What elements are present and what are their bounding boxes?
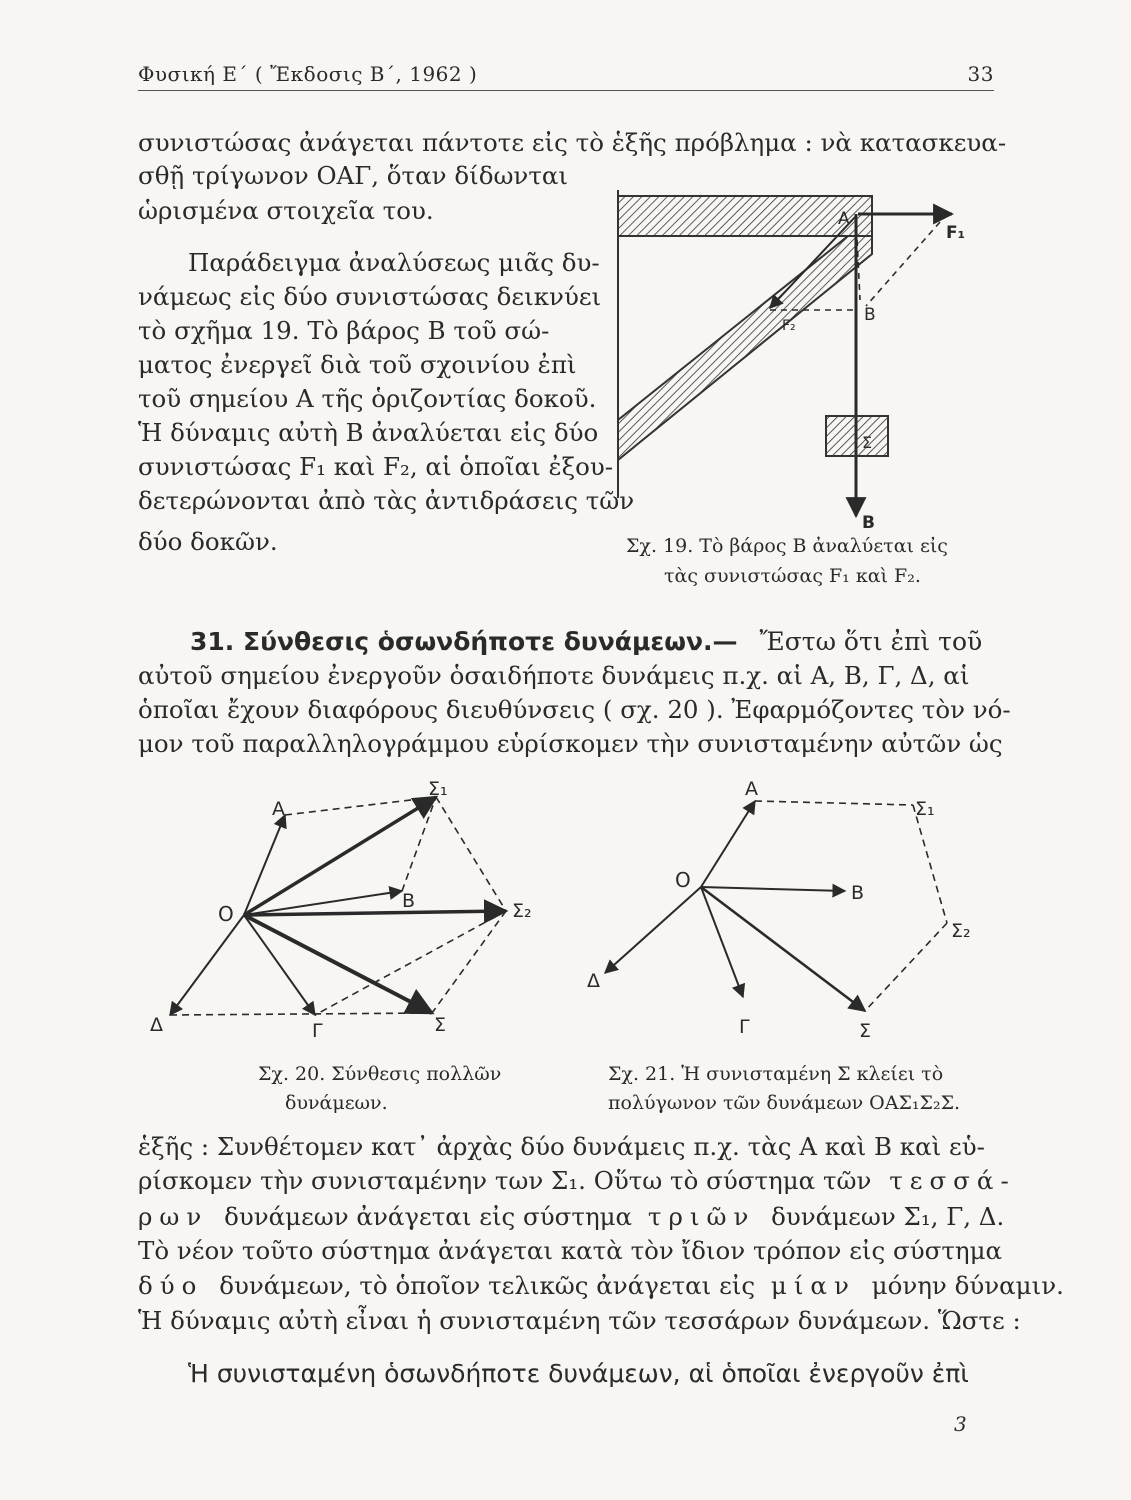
force-a-arrow xyxy=(244,815,285,915)
label-f1: F₁ xyxy=(946,223,966,243)
section-31-line3: ὁποῖαι ἔχουν διαφόρους διευθύνσεις ( σχ. 20 ). Ἐφαρμόζοντες τὸν νό- xyxy=(138,695,1011,724)
label-g: Γ xyxy=(312,1020,323,1042)
label-o: O xyxy=(675,868,691,892)
signature-mark: 3 xyxy=(954,1412,967,1436)
resultant-s2-arrow xyxy=(244,911,506,915)
paragraph2-line: συνιστώσας F₁ καὶ F₂, αἱ ὁποῖαι ἐξου- xyxy=(138,452,614,481)
paragraph1-line2: σθῇ τρίγωνον ΟΑΓ, ὅταν δίδωνται xyxy=(138,161,569,190)
figure-20-caption-line1: Σχ. 20. Σύνθεσις πολλῶν xyxy=(258,1063,502,1085)
section-31-line1-rest: Ἔστω ὅτι ἐπὶ τοῦ xyxy=(759,627,983,656)
paragraph3-line3-spaced-b: τριῶν xyxy=(647,1202,756,1231)
paragraph3-line5 xyxy=(138,1271,1064,1300)
section-31-line2: αὐτοῦ σημείου ἐνεργοῦν ὁσαιδήποτε δυνάμεις π.χ. αἱ Α, Β, Γ, Δ, αἱ xyxy=(138,661,970,690)
label-a: A xyxy=(272,798,285,820)
paragraph2-line: δετερώνονται ἀπὸ τὰς ἀντιδράσεις τῶν xyxy=(138,486,635,515)
force-g-arrow xyxy=(244,915,315,1015)
resultant-s-arrow xyxy=(244,915,432,1013)
label-s2: Σ₂ xyxy=(951,920,971,942)
figure-20-diagram xyxy=(140,775,560,1055)
label-f2: F₂ xyxy=(782,318,796,334)
paragraph3-line2-spaced: τεσσά- xyxy=(889,1166,1016,1195)
section-31-heading: 31. Σύνθεσις ὁσωνδήποτε δυνάμεων.— xyxy=(190,627,738,656)
force-d-arrow xyxy=(605,887,701,973)
paragraph3-line3 xyxy=(138,1202,1005,1231)
polygon-dashed-lines xyxy=(755,801,947,1011)
section-31-line4: μον τοῦ παραλληλογράμμου εὑρίσκομεν τὴν συνισταμένην αὐτῶν ὡς xyxy=(138,729,1003,758)
label-s1: Σ₁ xyxy=(428,778,448,800)
paragraph3-line5-mid: δυνάμεων, τὸ ὁποῖον τελικῶς ἀνάγεται εἰς xyxy=(219,1271,756,1300)
label-o: O xyxy=(218,902,234,926)
paragraph2-line: ματος ἐνεργεῖ διὰ τοῦ σχοινίου ἐπὶ xyxy=(138,350,577,379)
label-b: B xyxy=(402,890,416,912)
paragraph2-line: τὸ σχῆμα 19. Τὸ βάρος Β τοῦ σώ- xyxy=(138,316,550,345)
weight-block xyxy=(826,416,888,456)
paragraph1-line1: συνιστώσας ἀνάγεται πάντοτε εἰς τὸ ἑξῆς πρόβλημα : νὰ κατασκευα- xyxy=(138,128,1007,157)
label-s: Σ xyxy=(434,1014,447,1036)
paragraph3-line5-spaced-b: μίαν xyxy=(770,1271,856,1300)
dashed-construction-line xyxy=(866,222,940,306)
paragraph3-line6: Ἡ δύναμις αὐτὴ εἶναι ἡ συνισταμένη τῶν τεσσάρων δυνάμεων. Ὥστε : xyxy=(138,1306,1021,1335)
paragraph3-line2-text: ρίσκομεν τὴν συνισταμένην των Σ₁. Οὕτω τὸ σύστημα τῶν xyxy=(138,1166,872,1195)
page-number: 33 xyxy=(967,62,994,86)
label-a: A xyxy=(838,209,850,229)
force-d-arrow xyxy=(170,915,244,1015)
force-a-arrow xyxy=(701,801,755,887)
paragraph3-line3-end: δυνάμεων Σ₁, Γ, Δ. xyxy=(771,1202,1005,1231)
paragraph3-line3-mid: δυνάμεων ἀνάγεται εἰς σύστημα xyxy=(224,1202,633,1231)
label-sigma: Σ xyxy=(862,433,873,452)
paragraph2-line: Παράδειγμα ἀναλύσεως μιᾶς δυ- xyxy=(188,248,600,277)
label-d: Δ xyxy=(587,970,600,992)
label-s: Σ xyxy=(859,1020,872,1042)
paragraph3-line5-spaced-a: δύο xyxy=(138,1271,204,1300)
label-g: Γ xyxy=(739,1016,750,1038)
figure-21-diagram xyxy=(575,775,995,1055)
label-b-mid: B xyxy=(864,305,876,325)
thesis-statement: Ἡ συνισταμένη ὁσωνδήποτε δυνάμεων, αἱ ὁποῖαι ἐνεργοῦν ἐπὶ xyxy=(188,1359,969,1388)
label-d: Δ xyxy=(150,1014,163,1036)
paragraph2-line: νάμεως εἰς δύο συνιστώσας δεικνύει xyxy=(138,282,602,311)
paragraph2-line: τοῦ σημείου Α τῆς ὁριζοντίας δοκοῦ. xyxy=(138,384,597,413)
paragraph3-line4: Τὸ νέον τοῦτο σύστημα ἀνάγεται κατὰ τὸν ἴδιον τρόπον εἰς σύστημα xyxy=(138,1236,1003,1265)
paragraph3-line1: ἑξῆς : Συνθέτομεν κατ᾽ ἀρχὰς δύο δυνάμεις π.χ. τὰς Α καὶ Β καὶ εὑ- xyxy=(138,1132,985,1161)
label-s1: Σ₁ xyxy=(915,798,935,820)
label-b-bottom: B xyxy=(862,513,875,533)
paragraph2-line: Ἡ δύναμις αὐτὴ Β ἀναλύεται εἰς δύο xyxy=(138,418,599,447)
running-header xyxy=(138,62,994,91)
header-title: Φυσική Ε΄ ( Ἔκδοσις Β΄, 1962 ) xyxy=(138,62,478,86)
figure-20-caption-line2: δυνάμεων. xyxy=(285,1092,388,1114)
paragraph3-line3-spaced-a: ρων xyxy=(138,1202,209,1231)
paragraph3-line2 xyxy=(138,1166,1016,1195)
figure-19-caption-line1: Σχ. 19. Τὸ βάρος Β ἀναλύεται εἰς xyxy=(626,535,948,557)
label-s2: Σ₂ xyxy=(512,900,532,922)
figure-19-caption-line2: τὰς συνιστώσας F₁ καὶ F₂. xyxy=(664,565,921,587)
label-a: A xyxy=(745,778,758,800)
label-b: B xyxy=(851,882,865,904)
figure-19-diagram xyxy=(600,170,966,540)
force-b-arrow xyxy=(701,887,845,891)
figure-21-caption-line2: πολύγωνον τῶν δυνάμεων ΟΑΣ₁Σ₂Σ. xyxy=(608,1092,961,1114)
horizontal-beam xyxy=(618,196,872,236)
figure-21-caption-line1: Σχ. 21. Ἡ συνισταμένη Σ κλείει τὸ xyxy=(608,1063,944,1085)
paragraph1-line3: ὡρισμένα στοιχεῖα του. xyxy=(138,196,434,225)
section-31-line1 xyxy=(190,629,982,654)
paragraph2-line: δύο δοκῶν. xyxy=(138,527,278,556)
paragraph3-line5-end: μόνην δύναμιν. xyxy=(871,1271,1064,1300)
